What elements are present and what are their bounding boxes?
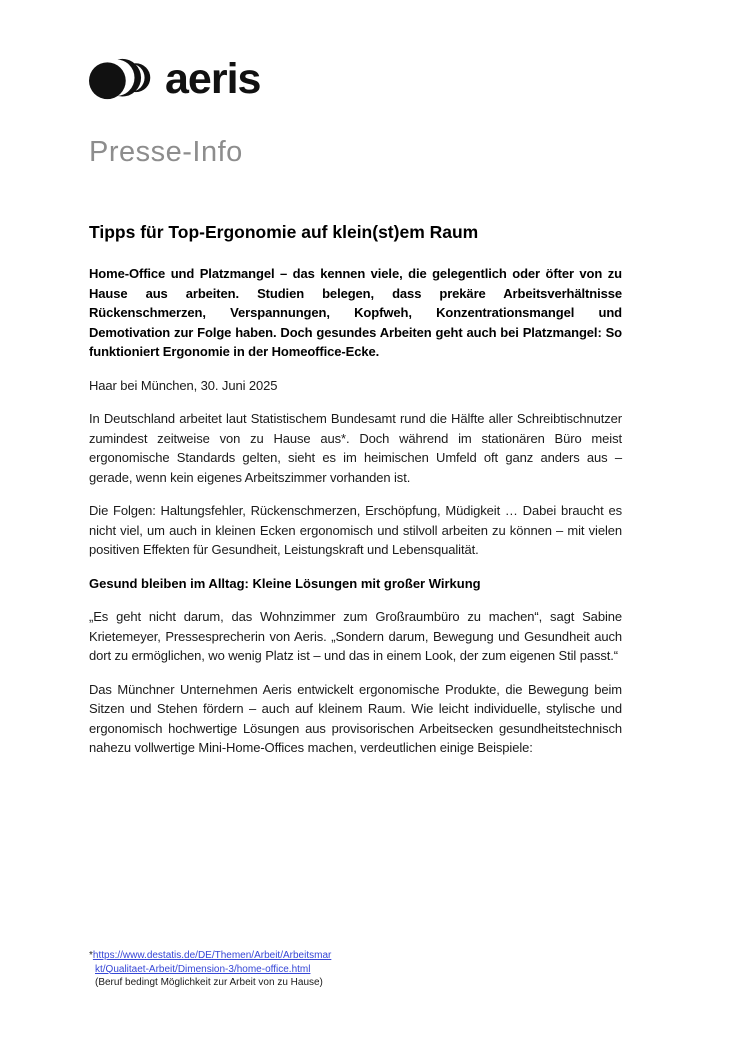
closing-paragraph: Das Münchner Unternehmen Aeris entwickelt ergonomische Produkte, die Bewegung beim Sitzen und Stehen fördern – auch auf kleinem Raum. Wie leicht individuelle, stylische und ergonomisch hochwertige Lösungen aus provisorischen Arbeitsecken gesundheitstechnisch nahezu vollwertige Mini-Home-Offices machen, verdeutlichen einige Beispiele:	[89, 681, 622, 755]
footnote-note: (Beruf bedingt Möglichkeit zur Arbeit von zu Hause)	[95, 977, 323, 988]
body-paragraph-2: Die Folgen: Haltungsfehler, Rückenschmerzen, Erschöpfung, Müdigkeit … Dabei braucht es nicht viel, um auch in kleinen Ecken ergonomisch und stilvoll arbeiten zu können – mit vielen positiven Effekten für Gesundheit, Leistungskraft und Lebensqualität.	[89, 503, 622, 557]
lead-paragraph: Home-Office und Platzmangel – das kennen viele, die gelegentlich oder öfter von zu Hause aus arbeiten. Studien belegen, dass prekäre Arbeitsverhältnisse Rückenschmerzen, Verspannungen, Kopfweh, Konzentrationsmangel und Demotivation zur Folge haben. Doch gesundes Arbeiten geht auch bei Platzmangel: So funktioniert Ergonomie in der Homeoffice-Ecke.	[89, 266, 622, 359]
footnote-marker: *	[89, 950, 93, 961]
page-content	[89, 55, 622, 758]
footnote-link-line-2[interactable]: kt/Qualitaet-Arbeit/Dimension-3/home-office.html	[95, 963, 311, 975]
article-title: Tipps für Top-Ergonomie auf klein(st)em Raum	[89, 222, 479, 242]
aeris-logo-icon	[89, 58, 152, 100]
footnote-link-line-1[interactable]: https://www.destatis.de/DE/Themen/Arbeit/Arbeitsmar	[92, 950, 332, 961]
body-paragraph-1: In Deutschland arbeitet laut Statistischem Bundesamt rund die Hälfte aller Schreibtischnutzer zumindest zeitweise von zu Hause aus*. Doch während im stationären Büro meist ergonomische Standards gelten, sieht es im heimischen Umfeld oft ganz anders aus – gerade, wenn kein eigenes Arbeitszimmer vorhanden ist.	[89, 411, 622, 485]
aeris-logo-text: aeris	[165, 55, 261, 103]
dateline: Haar bei München, 30. Juni 2025	[89, 377, 278, 393]
press-info-label: Presse-Info	[89, 136, 243, 168]
section-subheading: Gesund bleiben im Alltag: Kleine Lösungen mit großer Wirkung	[89, 575, 481, 591]
quote-paragraph: „Es geht nicht darum, das Wohnzimmer zum Großraumbüro zu machen“, sagt Sabine Krietemeyer, Pressesprecherin von Aeris. „Sondern darum, Bewegung und Gesundheit auch dort zu ermöglichen, wo wenig Platz ist – und das in einem Look, der zum eigenen Stil passt.“	[89, 609, 622, 663]
footnote-line-2	[89, 963, 399, 977]
footnote-line-1	[89, 949, 399, 963]
aeris-logo	[89, 55, 622, 103]
footnote	[89, 949, 399, 990]
